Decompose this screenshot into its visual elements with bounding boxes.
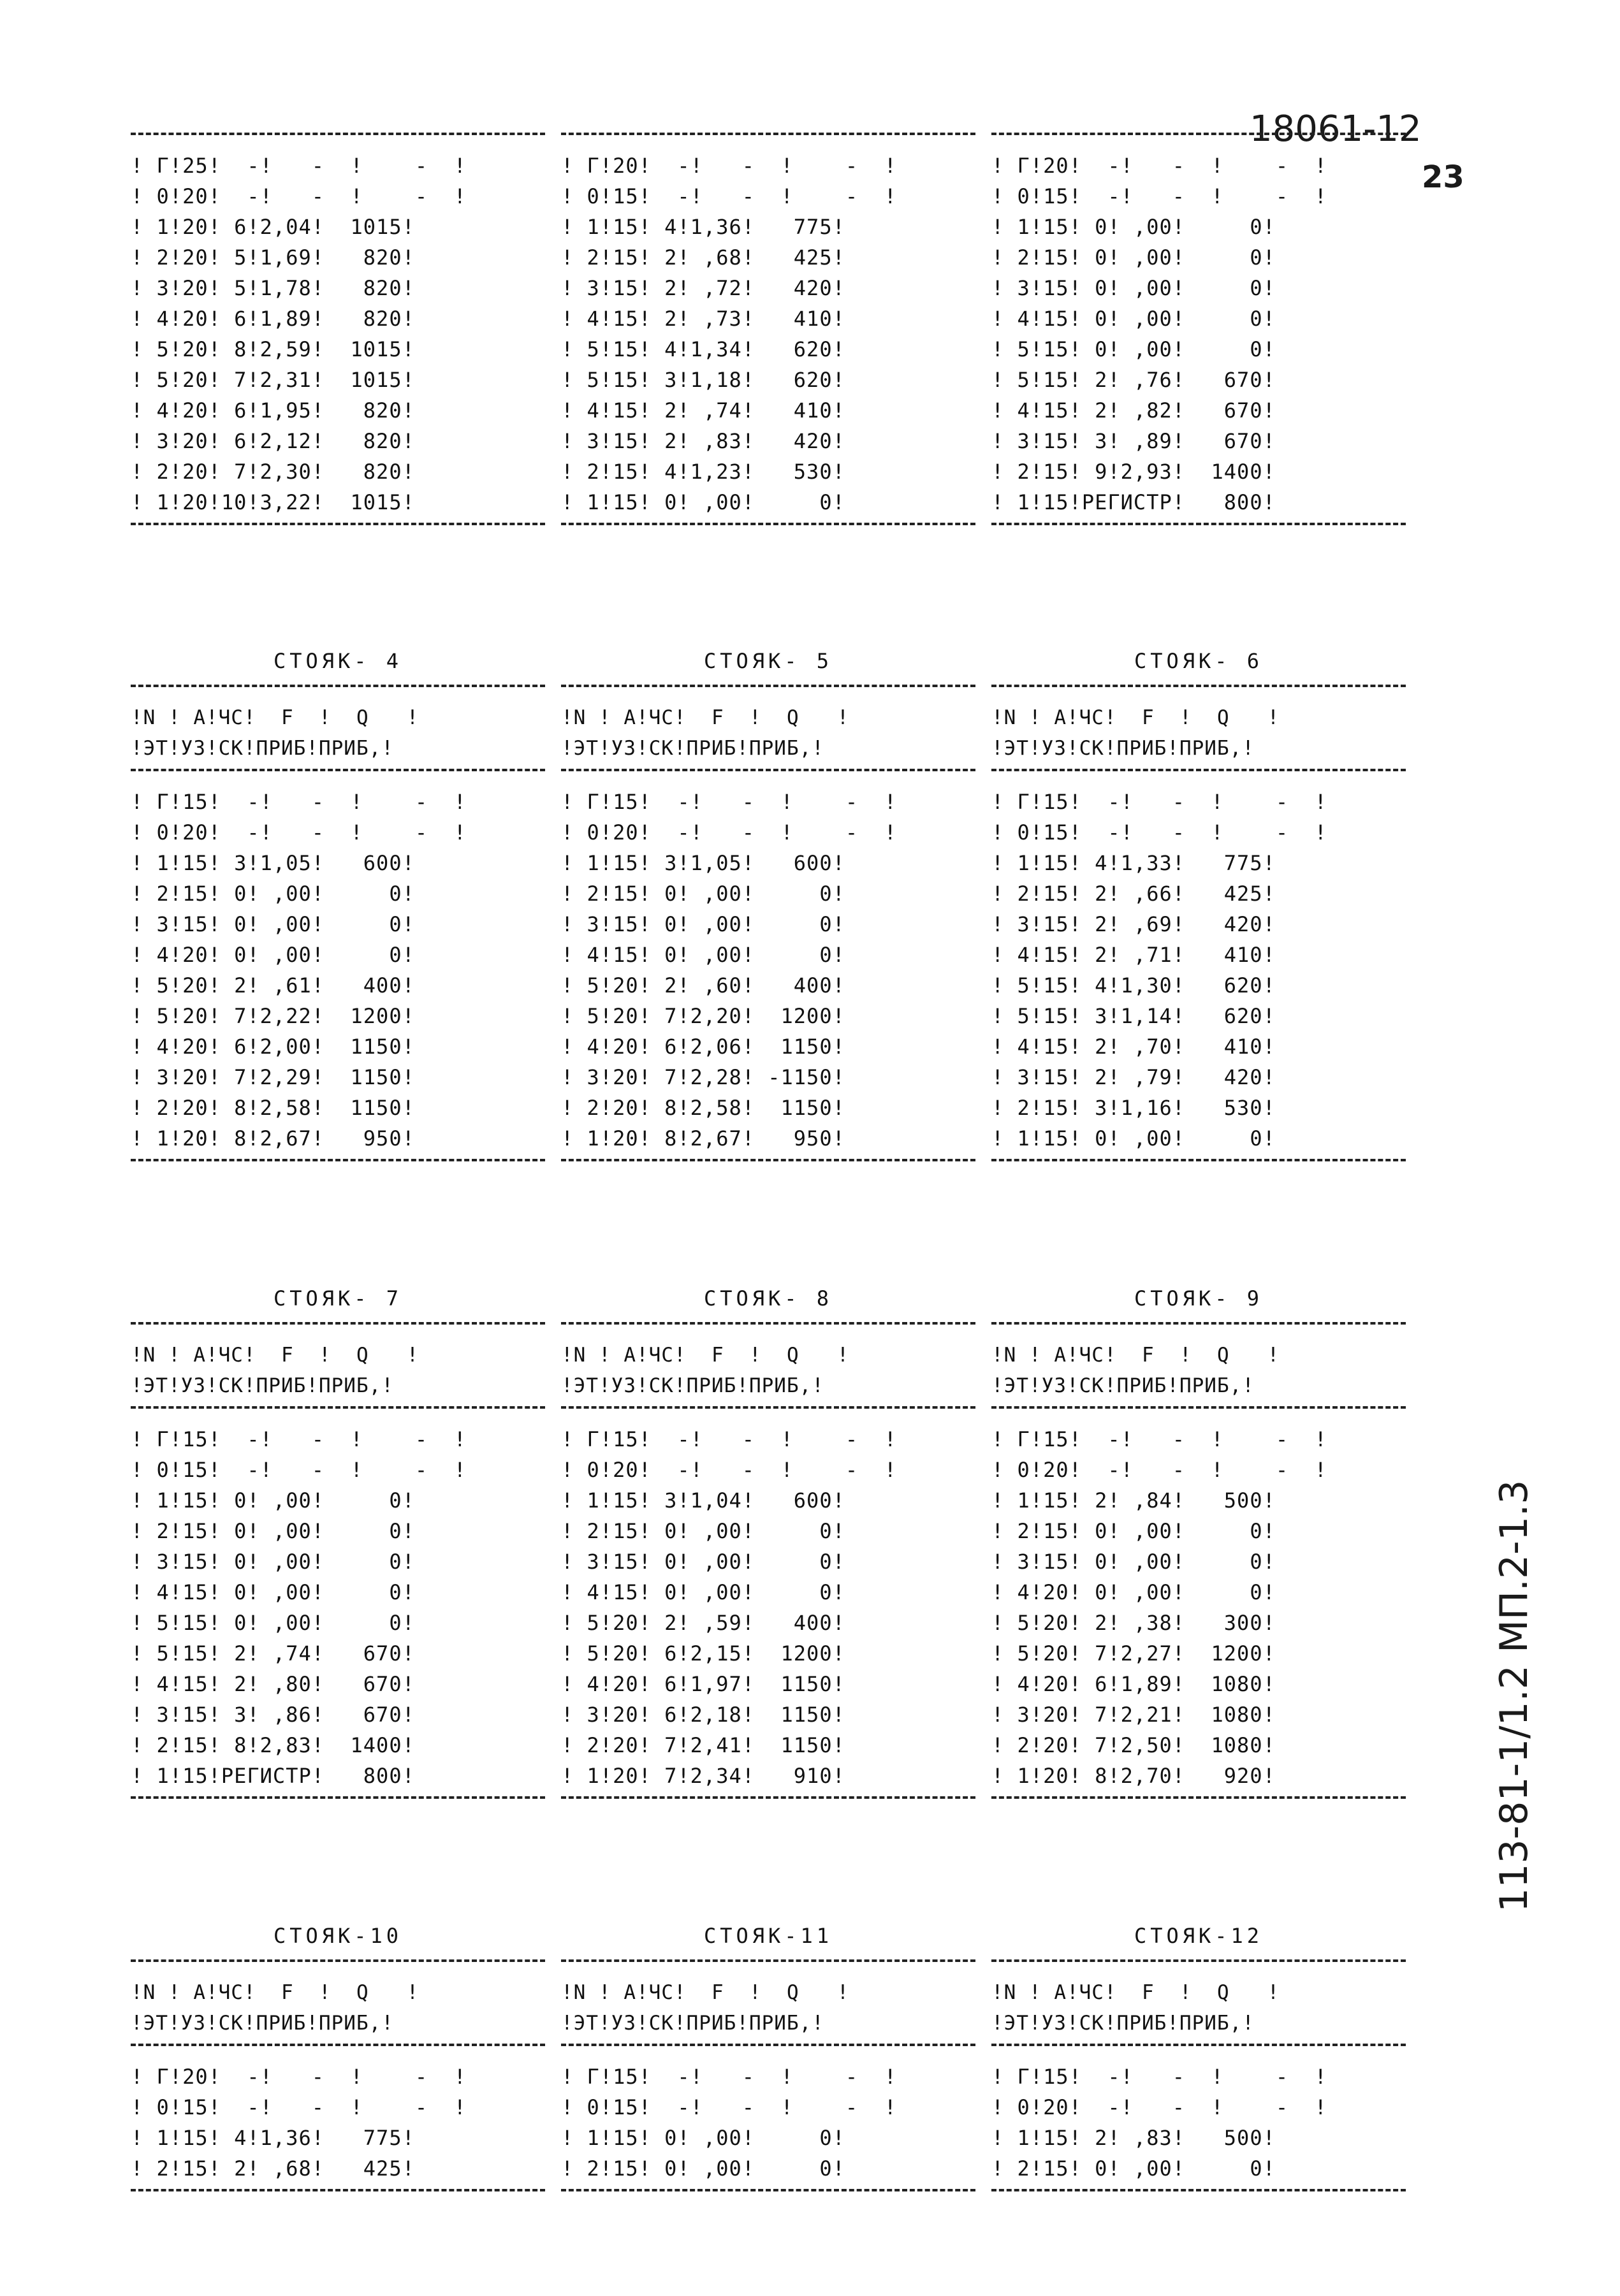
table-rule xyxy=(561,1159,975,1177)
table-row: ! 5!20! 2! ,61! 400! xyxy=(131,973,415,998)
table-rule xyxy=(131,685,545,702)
header-line: !ЭТ!УЗ!СК!ПРИБ!ПРИБ,! xyxy=(131,2012,394,2035)
table-row: ! 5!20! 2! ,59! 400! xyxy=(561,1611,845,1635)
riser-title: СТОЯК- 7 xyxy=(273,1286,403,1311)
table-rule xyxy=(561,1406,975,1424)
table-row: ! 4!20! 6!1,95! 820! xyxy=(131,398,415,423)
tables-row xyxy=(131,679,1406,1177)
table-rule xyxy=(991,1322,1406,1340)
table-row: ! 3!15! 0! ,00! 0! xyxy=(131,1550,415,1574)
table-row: ! 1!15! 4!1,36! 775! xyxy=(561,215,845,239)
table-header xyxy=(991,702,1406,764)
table-row: ! 4!20! 0! ,00! 0! xyxy=(991,1580,1276,1604)
table-row: ! 1!20! 6!2,04! 1015! xyxy=(131,215,415,239)
table-row: ! 1!15! 2! ,83! 500! xyxy=(991,2126,1276,2150)
table-rule xyxy=(561,769,975,787)
header-line: !N ! А!ЧС! F ! Q ! xyxy=(561,1981,850,2004)
table-row: ! 2!15! 0! ,00! 0! xyxy=(131,1519,415,1543)
header-line: !ЭТ!УЗ!СК!ПРИБ!ПРИБ,! xyxy=(991,2012,1255,2035)
tables-row xyxy=(131,127,1406,541)
table-header xyxy=(561,1340,975,1401)
table-rule xyxy=(131,2044,545,2061)
table-row: ! 0!15! -! - ! - ! xyxy=(561,184,897,208)
table-row: ! 3!15! 2! ,72! 420! xyxy=(561,276,845,300)
table-row: ! Г!15! -! - ! - ! xyxy=(131,790,467,814)
riser-table xyxy=(991,127,1406,541)
table-row: ! Г!15! -! - ! - ! xyxy=(991,1427,1327,1451)
table-row: ! Г!20! -! - ! - ! xyxy=(131,2065,467,2089)
table-row: ! Г!15! -! - ! - ! xyxy=(991,2065,1327,2089)
table-row: ! 3!15! 0! ,00! 0! xyxy=(561,1550,845,1574)
table-row: ! 2!15! 0! ,00! 0! xyxy=(561,882,845,906)
header-line: !N ! А!ЧС! F ! Q ! xyxy=(991,706,1280,729)
table-row: ! 3!15! 0! ,00! 0! xyxy=(561,912,845,936)
table-row: ! 1!15!РЕГИСТР! 800! xyxy=(991,490,1276,514)
table-rule xyxy=(131,1796,545,1814)
table-row: ! 5!15! 2! ,76! 670! xyxy=(991,368,1276,392)
table-row: ! 0!20! -! - ! - ! xyxy=(131,820,467,845)
table-header xyxy=(131,1977,545,2038)
riser-title: СТОЯК- 5 xyxy=(703,649,833,673)
table-row: ! 4!20! 6!1,97! 1150! xyxy=(561,1672,845,1696)
table-row: ! 2!15! 4!1,23! 530! xyxy=(561,460,845,484)
table-row: ! 2!20! 7!2,50! 1080! xyxy=(991,1733,1276,1757)
table-row: ! 1!15! 4!1,33! 775! xyxy=(991,851,1276,875)
table-row: ! 1!15! 3!1,04! 600! xyxy=(561,1488,845,1513)
table-row: ! 3!15! 0! ,00! 0! xyxy=(131,912,415,936)
header-line: !N ! А!ЧС! F ! Q ! xyxy=(131,1981,420,2004)
table-row: ! 4!20! 6!2,00! 1150! xyxy=(131,1035,415,1059)
table-rule xyxy=(131,1959,545,1977)
table-row: ! 2!15! 0! ,00! 0! xyxy=(991,1519,1276,1543)
table-row: ! 0!15! -! - ! - ! xyxy=(991,184,1327,208)
table-row: ! 1!15! 3!1,05! 600! xyxy=(131,851,415,875)
riser-table xyxy=(131,1317,545,1814)
header-line: !ЭТ!УЗ!СК!ПРИБ!ПРИБ,! xyxy=(991,737,1255,760)
table-row: ! 5!20! 8!2,59! 1015! xyxy=(131,337,415,361)
table-row: ! 3!20! 5!1,78! 820! xyxy=(131,276,415,300)
table-row: ! 2!15! 0! ,00! 0! xyxy=(561,1519,845,1543)
table-row: ! Г!20! -! - ! - ! xyxy=(561,154,897,178)
table-rule xyxy=(991,1959,1406,1977)
header-line: !N ! А!ЧС! F ! Q ! xyxy=(131,706,420,729)
table-row: ! 1!15! 0! ,00! 0! xyxy=(991,1126,1276,1151)
table-row: ! Г!15! -! - ! - ! xyxy=(561,1427,897,1451)
block-titles xyxy=(131,644,1406,679)
table-row: ! 5!20! 7!2,31! 1015! xyxy=(131,368,415,392)
table-row: ! 4!15! 2! ,74! 410! xyxy=(561,398,845,423)
table-header xyxy=(561,702,975,764)
table-header xyxy=(561,1977,975,2038)
table-row: ! 2!15! 0! ,00! 0! xyxy=(991,245,1276,270)
table-row: ! 5!20! 6!2,15! 1200! xyxy=(561,1641,845,1666)
table-row: ! 2!15! 2! ,66! 425! xyxy=(991,882,1276,906)
table-row: ! 2!20! 8!2,58! 1150! xyxy=(131,1096,415,1120)
table-row: ! 3!15! 2! ,69! 420! xyxy=(991,912,1276,936)
table-row: ! 2!15! 0! ,00! 0! xyxy=(991,2156,1276,2181)
table-row: ! Г!20! -! - ! - ! xyxy=(991,154,1327,178)
table-rule xyxy=(561,1796,975,1814)
table-row: ! 5!15! 4!1,30! 620! xyxy=(991,973,1276,998)
table-rule xyxy=(561,2044,975,2061)
header-line: !N ! А!ЧС! F ! Q ! xyxy=(561,706,850,729)
riser-table xyxy=(131,127,545,541)
table-block xyxy=(131,127,1406,541)
table-row: ! 5!20! 2! ,38! 300! xyxy=(991,1611,1276,1635)
header-line: !ЭТ!УЗ!СК!ПРИБ!ПРИБ,! xyxy=(561,1374,824,1397)
table-header xyxy=(991,1977,1406,2038)
riser-table xyxy=(991,679,1406,1177)
table-row: ! 4!20! 0! ,00! 0! xyxy=(131,943,415,967)
table-rule xyxy=(131,523,545,541)
riser-title: СТОЯК- 8 xyxy=(703,1286,833,1311)
header-line: !N ! А!ЧС! F ! Q ! xyxy=(561,1344,850,1367)
table-rule xyxy=(991,769,1406,787)
riser-title: СТОЯК- 6 xyxy=(1134,649,1264,673)
table-block xyxy=(131,1919,1406,2207)
table-header xyxy=(991,1340,1406,1401)
side-document-code: 113-81-1/1.2 МП.2-1.3 xyxy=(1492,1479,1536,1912)
table-row: ! 4!20! 6!2,06! 1150! xyxy=(561,1035,845,1059)
table-row: ! 3!20! 7!2,29! 1150! xyxy=(131,1065,415,1089)
header-line: !ЭТ!УЗ!СК!ПРИБ!ПРИБ,! xyxy=(131,737,394,760)
table-row: ! 1!15! 4!1,36! 775! xyxy=(131,2126,415,2150)
table-row: ! 3!20! 7!2,28! -1150! xyxy=(561,1065,845,1089)
table-row: ! 1!20! 8!2,67! 950! xyxy=(131,1126,415,1151)
table-rule xyxy=(991,685,1406,702)
table-row: ! Г!15! -! - ! - ! xyxy=(561,2065,897,2089)
table-row: ! 2!15! 2! ,68! 425! xyxy=(131,2156,415,2181)
table-rule xyxy=(991,1796,1406,1814)
table-row: ! 4!15! 2! ,70! 410! xyxy=(991,1035,1276,1059)
table-row: ! Г!15! -! - ! - ! xyxy=(131,1427,467,1451)
riser-table xyxy=(561,1317,975,1814)
riser-table xyxy=(561,679,975,1177)
table-row: ! 2!15! 0! ,00! 0! xyxy=(131,882,415,906)
table-rule xyxy=(991,2189,1406,2207)
table-rule xyxy=(561,1959,975,1977)
table-row: ! 3!20! 6!2,12! 820! xyxy=(131,429,415,453)
riser-table xyxy=(991,1954,1406,2207)
riser-title: СТОЯК-12 xyxy=(1134,1924,1264,1948)
table-row: ! 1!20! 8!2,70! 920! xyxy=(991,1764,1276,1788)
table-rule xyxy=(991,2044,1406,2061)
tables-row xyxy=(131,1954,1406,2207)
header-line: !N ! А!ЧС! F ! Q ! xyxy=(991,1344,1280,1367)
table-row: ! 1!15! 2! ,84! 500! xyxy=(991,1488,1276,1513)
table-row: ! 2!15! 2! ,68! 425! xyxy=(561,245,845,270)
table-row: ! 0!15! -! - ! - ! xyxy=(131,2095,467,2119)
table-row: ! 5!15! 2! ,74! 670! xyxy=(131,1641,415,1666)
table-row: ! 2!20! 7!2,30! 820! xyxy=(131,460,415,484)
table-row: ! 3!20! 6!2,18! 1150! xyxy=(561,1703,845,1727)
table-row: ! 5!20! 7!2,22! 1200! xyxy=(131,1004,415,1028)
document-number: 18061-12 xyxy=(1250,108,1422,150)
table-row: ! 0!20! -! - ! - ! xyxy=(561,1458,897,1482)
header-line: !ЭТ!УЗ!СК!ПРИБ!ПРИБ,! xyxy=(131,1374,394,1397)
table-row: ! 5!15! 3!1,14! 620! xyxy=(991,1004,1276,1028)
table-rule xyxy=(131,2189,545,2207)
table-row: ! 1!15!РЕГИСТР! 800! xyxy=(131,1764,415,1788)
table-row: ! 5!15! 0! ,00! 0! xyxy=(991,337,1276,361)
table-row: ! 0!20! -! - ! - ! xyxy=(991,2095,1327,2119)
table-rule xyxy=(131,769,545,787)
table-row: ! 4!15! 2! ,82! 670! xyxy=(991,398,1276,423)
table-header xyxy=(131,1340,545,1401)
riser-title: СТОЯК- 9 xyxy=(1134,1286,1264,1311)
table-rule xyxy=(561,1322,975,1340)
riser-table xyxy=(561,1954,975,2207)
block-titles xyxy=(131,1919,1406,1954)
table-rule xyxy=(561,2189,975,2207)
table-row: ! 4!20! 6!1,89! 1080! xyxy=(991,1672,1276,1696)
table-row: ! 2!15! 8!2,83! 1400! xyxy=(131,1733,415,1757)
table-row: ! 2!15! 9!2,93! 1400! xyxy=(991,460,1276,484)
riser-table xyxy=(131,1954,545,2207)
table-row: ! 5!20! 7!2,20! 1200! xyxy=(561,1004,845,1028)
riser-table xyxy=(561,127,975,541)
table-row: ! 5!15! 0! ,00! 0! xyxy=(131,1611,415,1635)
table-row: ! 4!15! 2! ,71! 410! xyxy=(991,943,1276,967)
table-row: ! 3!15! 3! ,86! 670! xyxy=(131,1703,415,1727)
table-row: ! 2!20! 8!2,58! 1150! xyxy=(561,1096,845,1120)
riser-table xyxy=(991,1317,1406,1814)
table-row: ! 1!20! 7!2,34! 910! xyxy=(561,1764,845,1788)
table-row: ! 0!15! -! - ! - ! xyxy=(991,820,1327,845)
riser-title: СТОЯК-11 xyxy=(703,1924,833,1948)
table-row: ! 0!20! -! - ! - ! xyxy=(131,184,467,208)
table-row: ! 3!15! 2! ,83! 420! xyxy=(561,429,845,453)
table-row: ! 5!15! 3!1,18! 620! xyxy=(561,368,845,392)
table-rule xyxy=(561,523,975,541)
table-row: ! 4!15! 0! ,00! 0! xyxy=(561,1580,845,1604)
table-row: ! 1!15! 0! ,00! 0! xyxy=(561,490,845,514)
table-row: ! 5!20! 2! ,60! 400! xyxy=(561,973,845,998)
table-rule xyxy=(131,133,545,150)
table-header xyxy=(131,702,545,764)
table-rule xyxy=(561,685,975,702)
table-row: ! 5!15! 4!1,34! 620! xyxy=(561,337,845,361)
header-line: !N ! А!ЧС! F ! Q ! xyxy=(131,1344,420,1367)
table-row: ! 3!15! 0! ,00! 0! xyxy=(991,276,1276,300)
table-row: ! 4!15! 0! ,00! 0! xyxy=(131,1580,415,1604)
riser-table xyxy=(131,679,545,1177)
table-rule xyxy=(131,1322,545,1340)
table-row: ! 4!15! 0! ,00! 0! xyxy=(561,943,845,967)
table-row: ! 3!20! 7!2,21! 1080! xyxy=(991,1703,1276,1727)
table-row: ! 2!20! 5!1,69! 820! xyxy=(131,245,415,270)
header-line: !ЭТ!УЗ!СК!ПРИБ!ПРИБ,! xyxy=(561,2012,824,2035)
table-row: ! 3!15! 2! ,79! 420! xyxy=(991,1065,1276,1089)
table-block xyxy=(131,1281,1406,1814)
table-rule xyxy=(131,1406,545,1424)
header-line: !ЭТ!УЗ!СК!ПРИБ!ПРИБ,! xyxy=(561,737,824,760)
table-rule xyxy=(991,1406,1406,1424)
table-row: ! Г!15! -! - ! - ! xyxy=(561,790,897,814)
table-rule xyxy=(131,1159,545,1177)
table-row: ! 2!15! 0! ,00! 0! xyxy=(561,2156,845,2181)
table-row: ! 4!15! 0! ,00! 0! xyxy=(991,307,1276,331)
table-row: ! 3!15! 0! ,00! 0! xyxy=(991,1550,1276,1574)
table-row: ! 4!15! 2! ,73! 410! xyxy=(561,307,845,331)
header-line: !N ! А!ЧС! F ! Q ! xyxy=(991,1981,1280,2004)
table-rule xyxy=(561,133,975,150)
table-row: ! Г!25! -! - ! - ! xyxy=(131,154,467,178)
block-titles xyxy=(131,1281,1406,1317)
table-row: ! 5!20! 7!2,27! 1200! xyxy=(991,1641,1276,1666)
tables-row xyxy=(131,1317,1406,1814)
riser-title: СТОЯК-10 xyxy=(273,1924,403,1948)
table-rule xyxy=(991,523,1406,541)
table-row: ! 1!15! 0! ,00! 0! xyxy=(991,215,1276,239)
table-row: ! 1!20! 8!2,67! 950! xyxy=(561,1126,845,1151)
riser-title: СТОЯК- 4 xyxy=(273,649,403,673)
table-row: ! 0!20! -! - ! - ! xyxy=(991,1458,1327,1482)
table-row: ! 0!15! -! - ! - ! xyxy=(561,2095,897,2119)
table-row: ! 4!15! 2! ,80! 670! xyxy=(131,1672,415,1696)
table-row: ! Г!15! -! - ! - ! xyxy=(991,790,1327,814)
table-rule xyxy=(991,1159,1406,1177)
table-row: ! 3!15! 3! ,89! 670! xyxy=(991,429,1276,453)
table-row: ! 1!20!10!3,22! 1015! xyxy=(131,490,415,514)
table-rule xyxy=(991,133,1406,150)
header-line: !ЭТ!УЗ!СК!ПРИБ!ПРИБ,! xyxy=(991,1374,1255,1397)
table-row: ! 2!20! 7!2,41! 1150! xyxy=(561,1733,845,1757)
table-row: ! 2!15! 3!1,16! 530! xyxy=(991,1096,1276,1120)
table-row: ! 1!15! 3!1,05! 600! xyxy=(561,851,845,875)
table-row: ! 0!15! -! - ! - ! xyxy=(131,1458,467,1482)
table-block xyxy=(131,644,1406,1177)
table-row: ! 1!15! 0! ,00! 0! xyxy=(561,2126,845,2150)
table-row: ! 0!20! -! - ! - ! xyxy=(561,820,897,845)
table-row: ! 1!15! 0! ,00! 0! xyxy=(131,1488,415,1513)
table-row: ! 4!20! 6!1,89! 820! xyxy=(131,307,415,331)
page-number: 23 xyxy=(1422,159,1464,195)
